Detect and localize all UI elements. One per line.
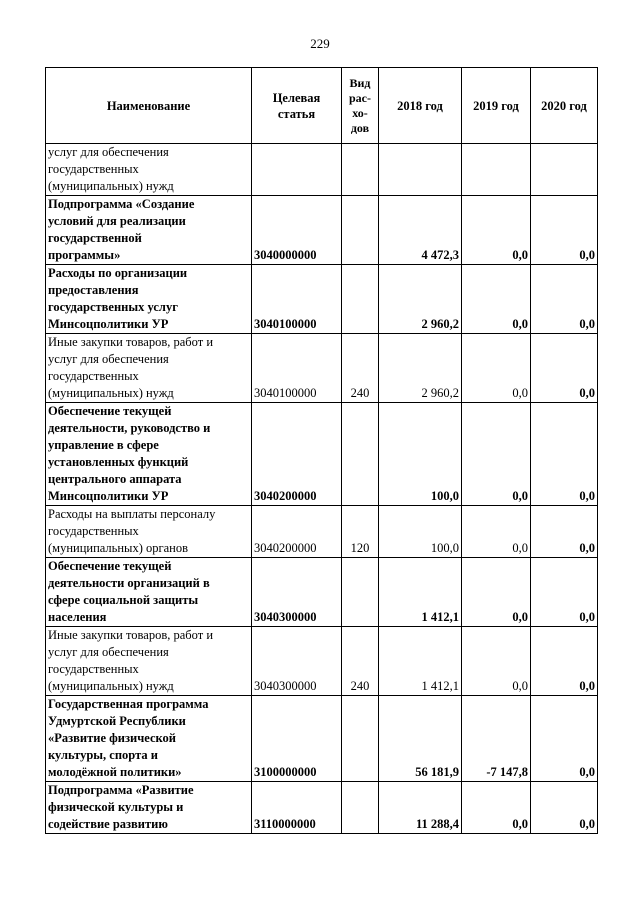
cell-target: 3040000000 bbox=[252, 196, 342, 265]
cell-target: 3040300000 bbox=[252, 627, 342, 696]
cell-name: Расходы на выплаты персоналу государственных (муниципальных) органов bbox=[46, 506, 252, 558]
cell-2019: 0,0 bbox=[462, 558, 531, 627]
table-row bbox=[46, 696, 598, 782]
cell-2018: 56 181,9 bbox=[379, 696, 462, 782]
cell-2018: 100,0 bbox=[379, 506, 462, 558]
cell-target: 3040200000 bbox=[252, 506, 342, 558]
cell-name: Обеспечение текущей деятельности, руководство и управление в сфере установленных функций центрального аппарата Минсоцполитики УР bbox=[46, 403, 252, 506]
cell-2020 bbox=[531, 144, 598, 196]
cell-2018 bbox=[379, 144, 462, 196]
cell-2019: 0,0 bbox=[462, 265, 531, 334]
cell-name: Иные закупки товаров, работ и услуг для обеспечения государственных (муниципальных) нужд bbox=[46, 627, 252, 696]
budget-table bbox=[45, 67, 598, 834]
cell-2019: 0,0 bbox=[462, 782, 531, 834]
cell-2020: 0,0 bbox=[531, 506, 598, 558]
table-row bbox=[46, 782, 598, 834]
cell-2020: 0,0 bbox=[531, 696, 598, 782]
cell-name: услуг для обеспечения государственных (муниципальных) нужд bbox=[46, 144, 252, 196]
cell-2018: 100,0 bbox=[379, 403, 462, 506]
cell-2018: 2 960,2 bbox=[379, 334, 462, 403]
column-header-target: Целевая статья bbox=[252, 68, 342, 144]
cell-target bbox=[252, 144, 342, 196]
cell-target: 3040200000 bbox=[252, 403, 342, 506]
table-row bbox=[46, 144, 598, 196]
table-row bbox=[46, 506, 598, 558]
cell-2018: 11 288,4 bbox=[379, 782, 462, 834]
cell-kind bbox=[342, 558, 379, 627]
column-header-name: Наименование bbox=[46, 68, 252, 144]
cell-target: 3040100000 bbox=[252, 334, 342, 403]
cell-kind bbox=[342, 696, 379, 782]
cell-target: 3100000000 bbox=[252, 696, 342, 782]
cell-2020: 0,0 bbox=[531, 196, 598, 265]
cell-name: Государственная программа Удмуртской Республики «Развитие физической культуры, спорта и молодёжной политики» bbox=[46, 696, 252, 782]
cell-kind: 240 bbox=[342, 334, 379, 403]
cell-name: Расходы по организации предоставления государственных услуг Минсоцполитики УР bbox=[46, 265, 252, 334]
cell-2020: 0,0 bbox=[531, 334, 598, 403]
table-row bbox=[46, 627, 598, 696]
cell-2020: 0,0 bbox=[531, 782, 598, 834]
cell-kind: 120 bbox=[342, 506, 379, 558]
cell-name: Обеспечение текущей деятельности организаций в сфере социальной защиты населения bbox=[46, 558, 252, 627]
table-row bbox=[46, 265, 598, 334]
table-row bbox=[46, 334, 598, 403]
cell-2020: 0,0 bbox=[531, 627, 598, 696]
cell-target: 3110000000 bbox=[252, 782, 342, 834]
cell-2018: 4 472,3 bbox=[379, 196, 462, 265]
cell-target: 3040300000 bbox=[252, 558, 342, 627]
cell-kind bbox=[342, 196, 379, 265]
cell-name: Подпрограмма «Развитие физической культуры и содействие развитию bbox=[46, 782, 252, 834]
cell-2019: 0,0 bbox=[462, 506, 531, 558]
table-row bbox=[46, 558, 598, 627]
cell-name: Подпрограмма «Создание условий для реализации государственной программы» bbox=[46, 196, 252, 265]
cell-2019: -7 147,8 bbox=[462, 696, 531, 782]
cell-kind bbox=[342, 782, 379, 834]
cell-target: 3040100000 bbox=[252, 265, 342, 334]
cell-2019: 0,0 bbox=[462, 403, 531, 506]
column-header-2020: 2020 год bbox=[531, 68, 598, 144]
column-header-kind: Вид рас- хо- дов bbox=[342, 68, 379, 144]
cell-kind bbox=[342, 144, 379, 196]
table-row bbox=[46, 196, 598, 265]
column-header-2019: 2019 год bbox=[462, 68, 531, 144]
cell-2020: 0,0 bbox=[531, 558, 598, 627]
table-header-row bbox=[46, 68, 598, 144]
cell-name: Иные закупки товаров, работ и услуг для обеспечения государственных (муниципальных) нужд bbox=[46, 334, 252, 403]
cell-2019: 0,0 bbox=[462, 196, 531, 265]
cell-2018: 1 412,1 bbox=[379, 627, 462, 696]
page-number: 229 bbox=[310, 36, 330, 51]
cell-2019: 0,0 bbox=[462, 627, 531, 696]
cell-2019 bbox=[462, 144, 531, 196]
cell-2019: 0,0 bbox=[462, 334, 531, 403]
cell-2018: 1 412,1 bbox=[379, 558, 462, 627]
cell-kind bbox=[342, 265, 379, 334]
table-body bbox=[46, 144, 598, 834]
cell-kind bbox=[342, 403, 379, 506]
cell-kind: 240 bbox=[342, 627, 379, 696]
table-row bbox=[46, 403, 598, 506]
cell-2018: 2 960,2 bbox=[379, 265, 462, 334]
cell-2020: 0,0 bbox=[531, 265, 598, 334]
column-header-2018: 2018 год bbox=[379, 68, 462, 144]
cell-2020: 0,0 bbox=[531, 403, 598, 506]
